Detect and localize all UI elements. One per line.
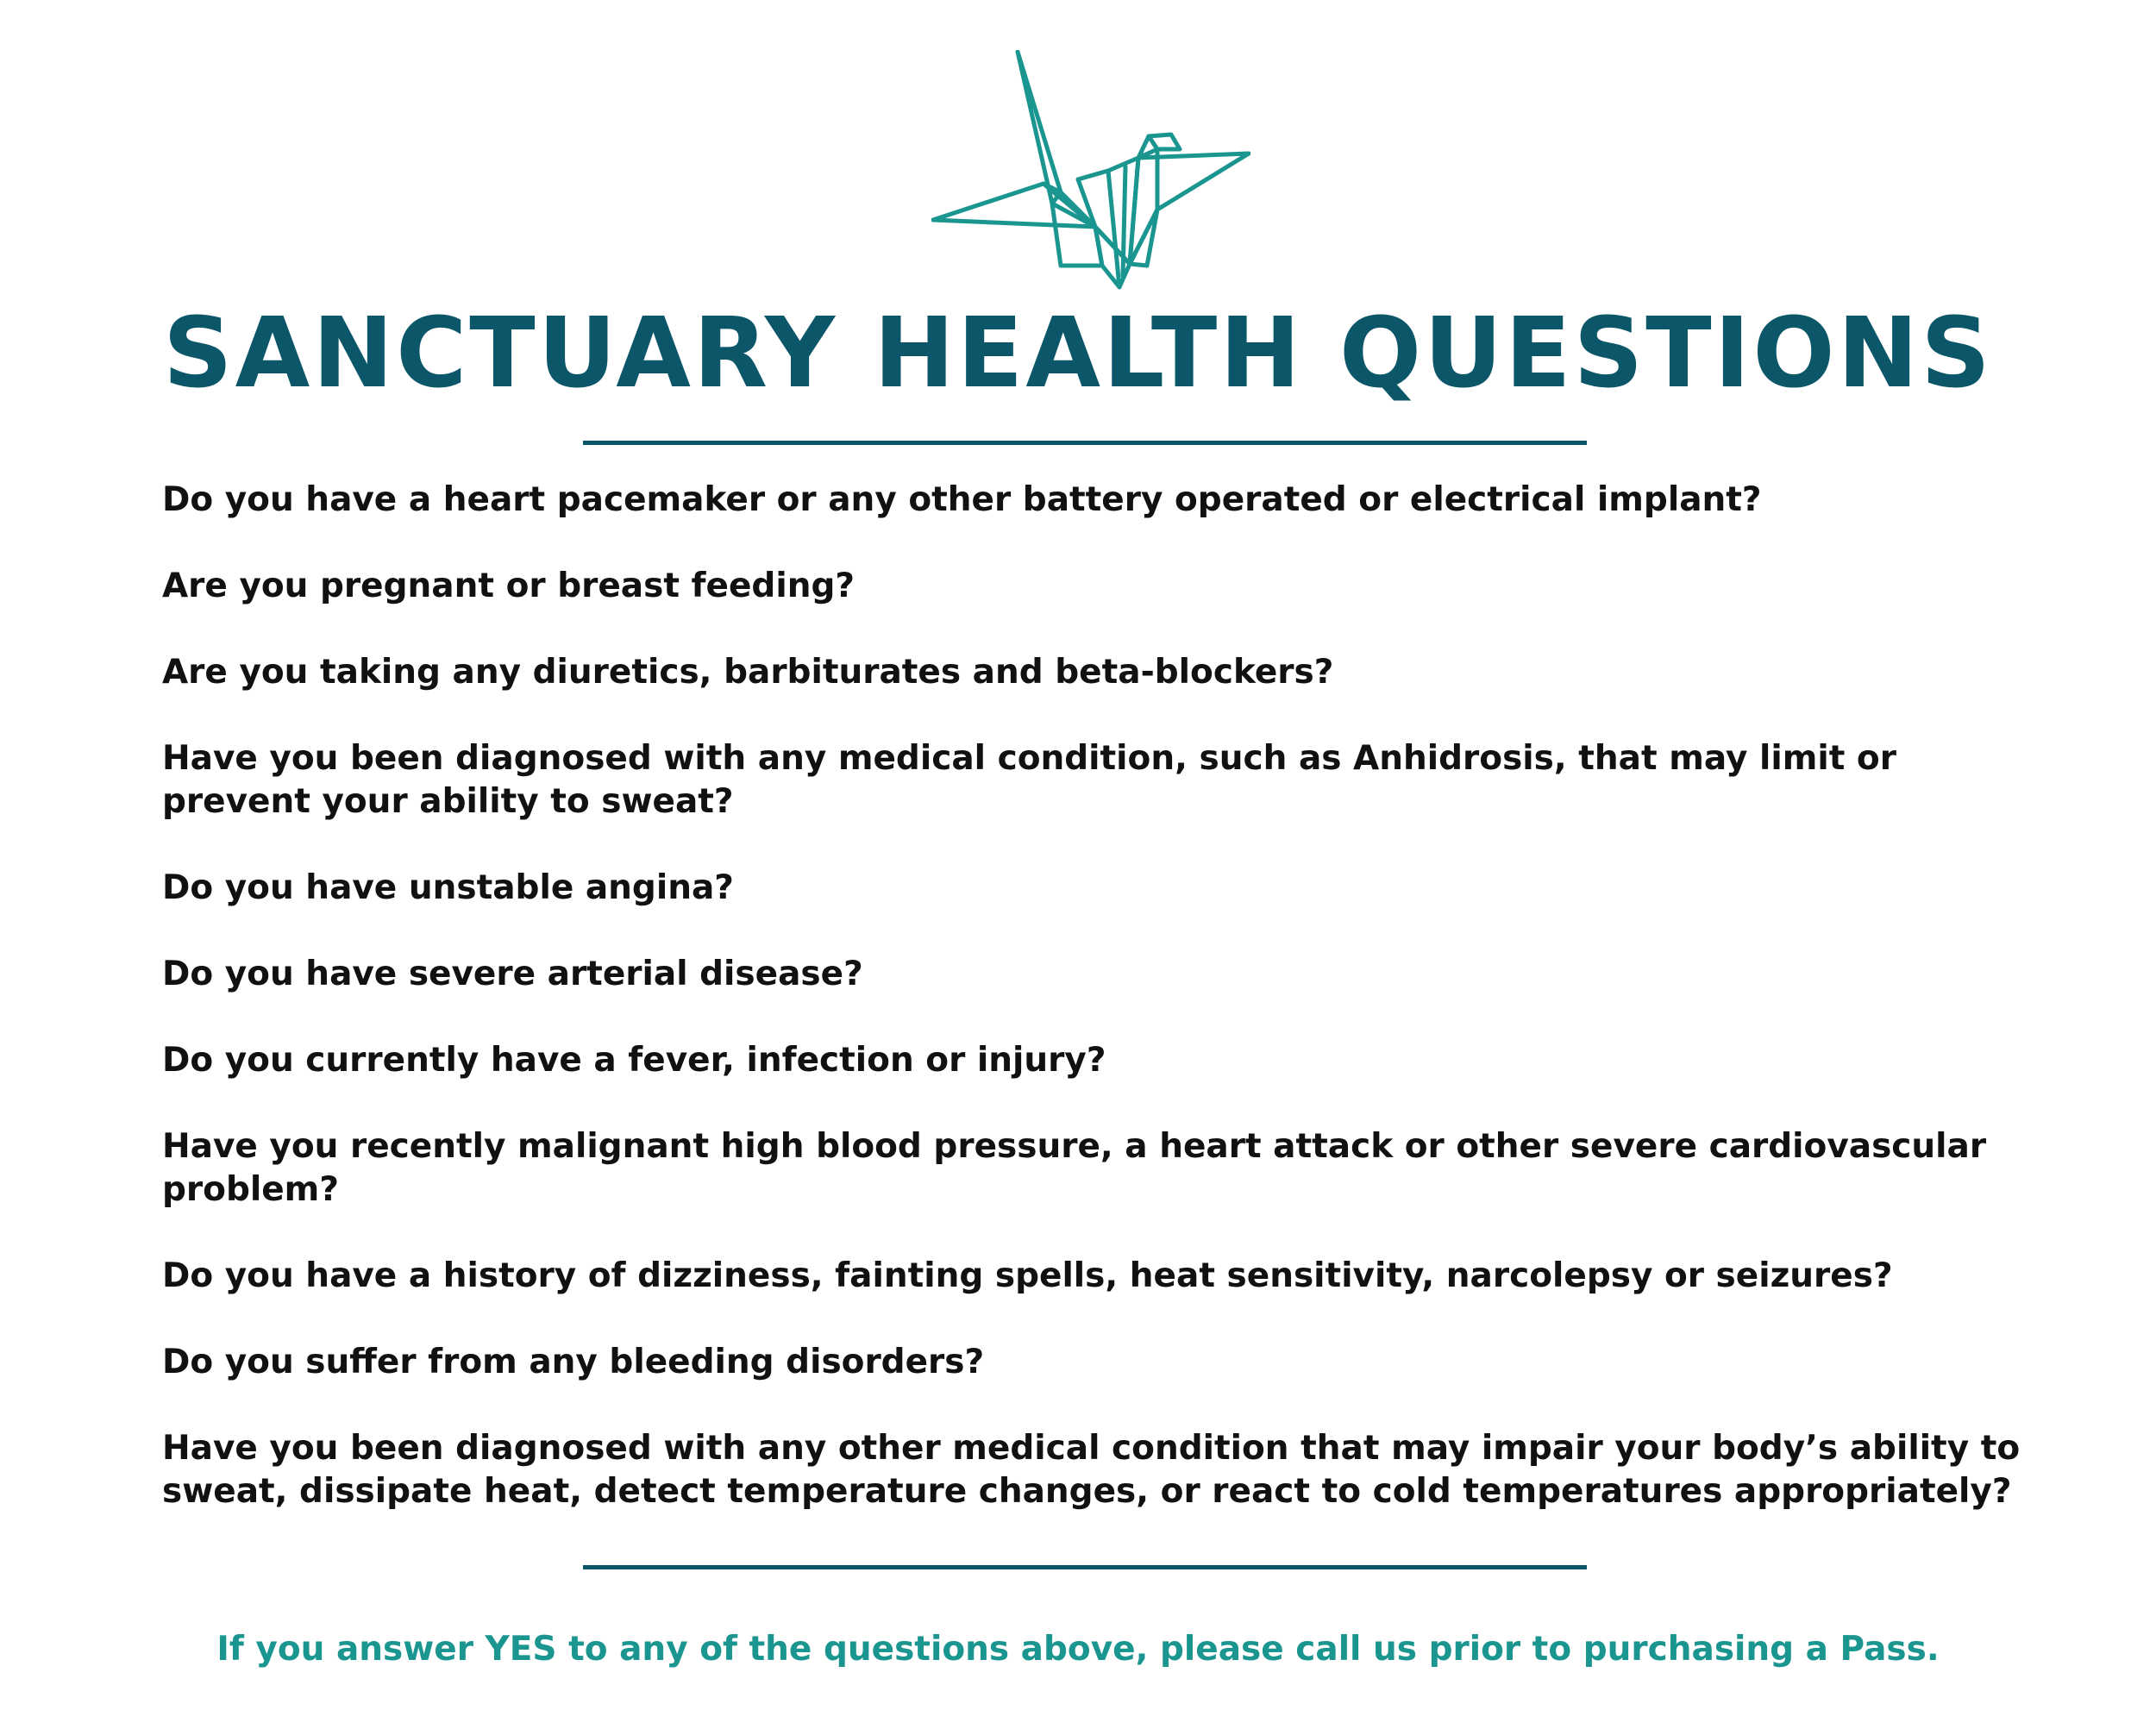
question-item: Have you been diagnosed with any medical condition, such as Anhidrosis, that may limit or prevent your ability to sweat?	[162, 739, 1896, 821]
question-item: Have you been diagnosed with any other medical condition that may impair your body’s ability to sweat, dissipate heat, detect temperature changes, or react to cold temperatures appropriately?	[162, 1429, 2021, 1511]
footer-notice: If you answer YES to any of the questions above, please call us prior to purchasing a Pass.	[216, 1630, 1940, 1669]
question-item: Do you have unstable angina?	[162, 868, 734, 907]
bottom-divider	[583, 1565, 1587, 1569]
question-item: Are you taking any diuretics, barbiturates and beta-blockers?	[162, 653, 1334, 692]
question-item: Do you have a history of dizziness, fainting spells, heat sensitivity, narcolepsy or seizures?	[162, 1256, 1893, 1295]
question-item: Do you suffer from any bleeding disorders?	[162, 1343, 985, 1381]
question-item: Are you pregnant or breast feeding?	[162, 567, 856, 605]
question-list	[162, 479, 2025, 1557]
top-divider	[583, 441, 1587, 445]
question-item: Do you have severe arterial disease?	[162, 955, 863, 993]
question-item: Have you recently malignant high blood pressure, a heart attack or other severe cardiovascular problem?	[162, 1127, 1987, 1209]
question-item: Do you currently have a fever, infection or injury?	[162, 1041, 1106, 1080]
origami-crane-icon	[931, 50, 1250, 293]
page-title: SANCTUARY HEALTH QUESTIONS	[163, 298, 1993, 410]
question-item: Do you have a heart pacemaker or any other battery operated or electrical implant?	[162, 480, 1762, 519]
